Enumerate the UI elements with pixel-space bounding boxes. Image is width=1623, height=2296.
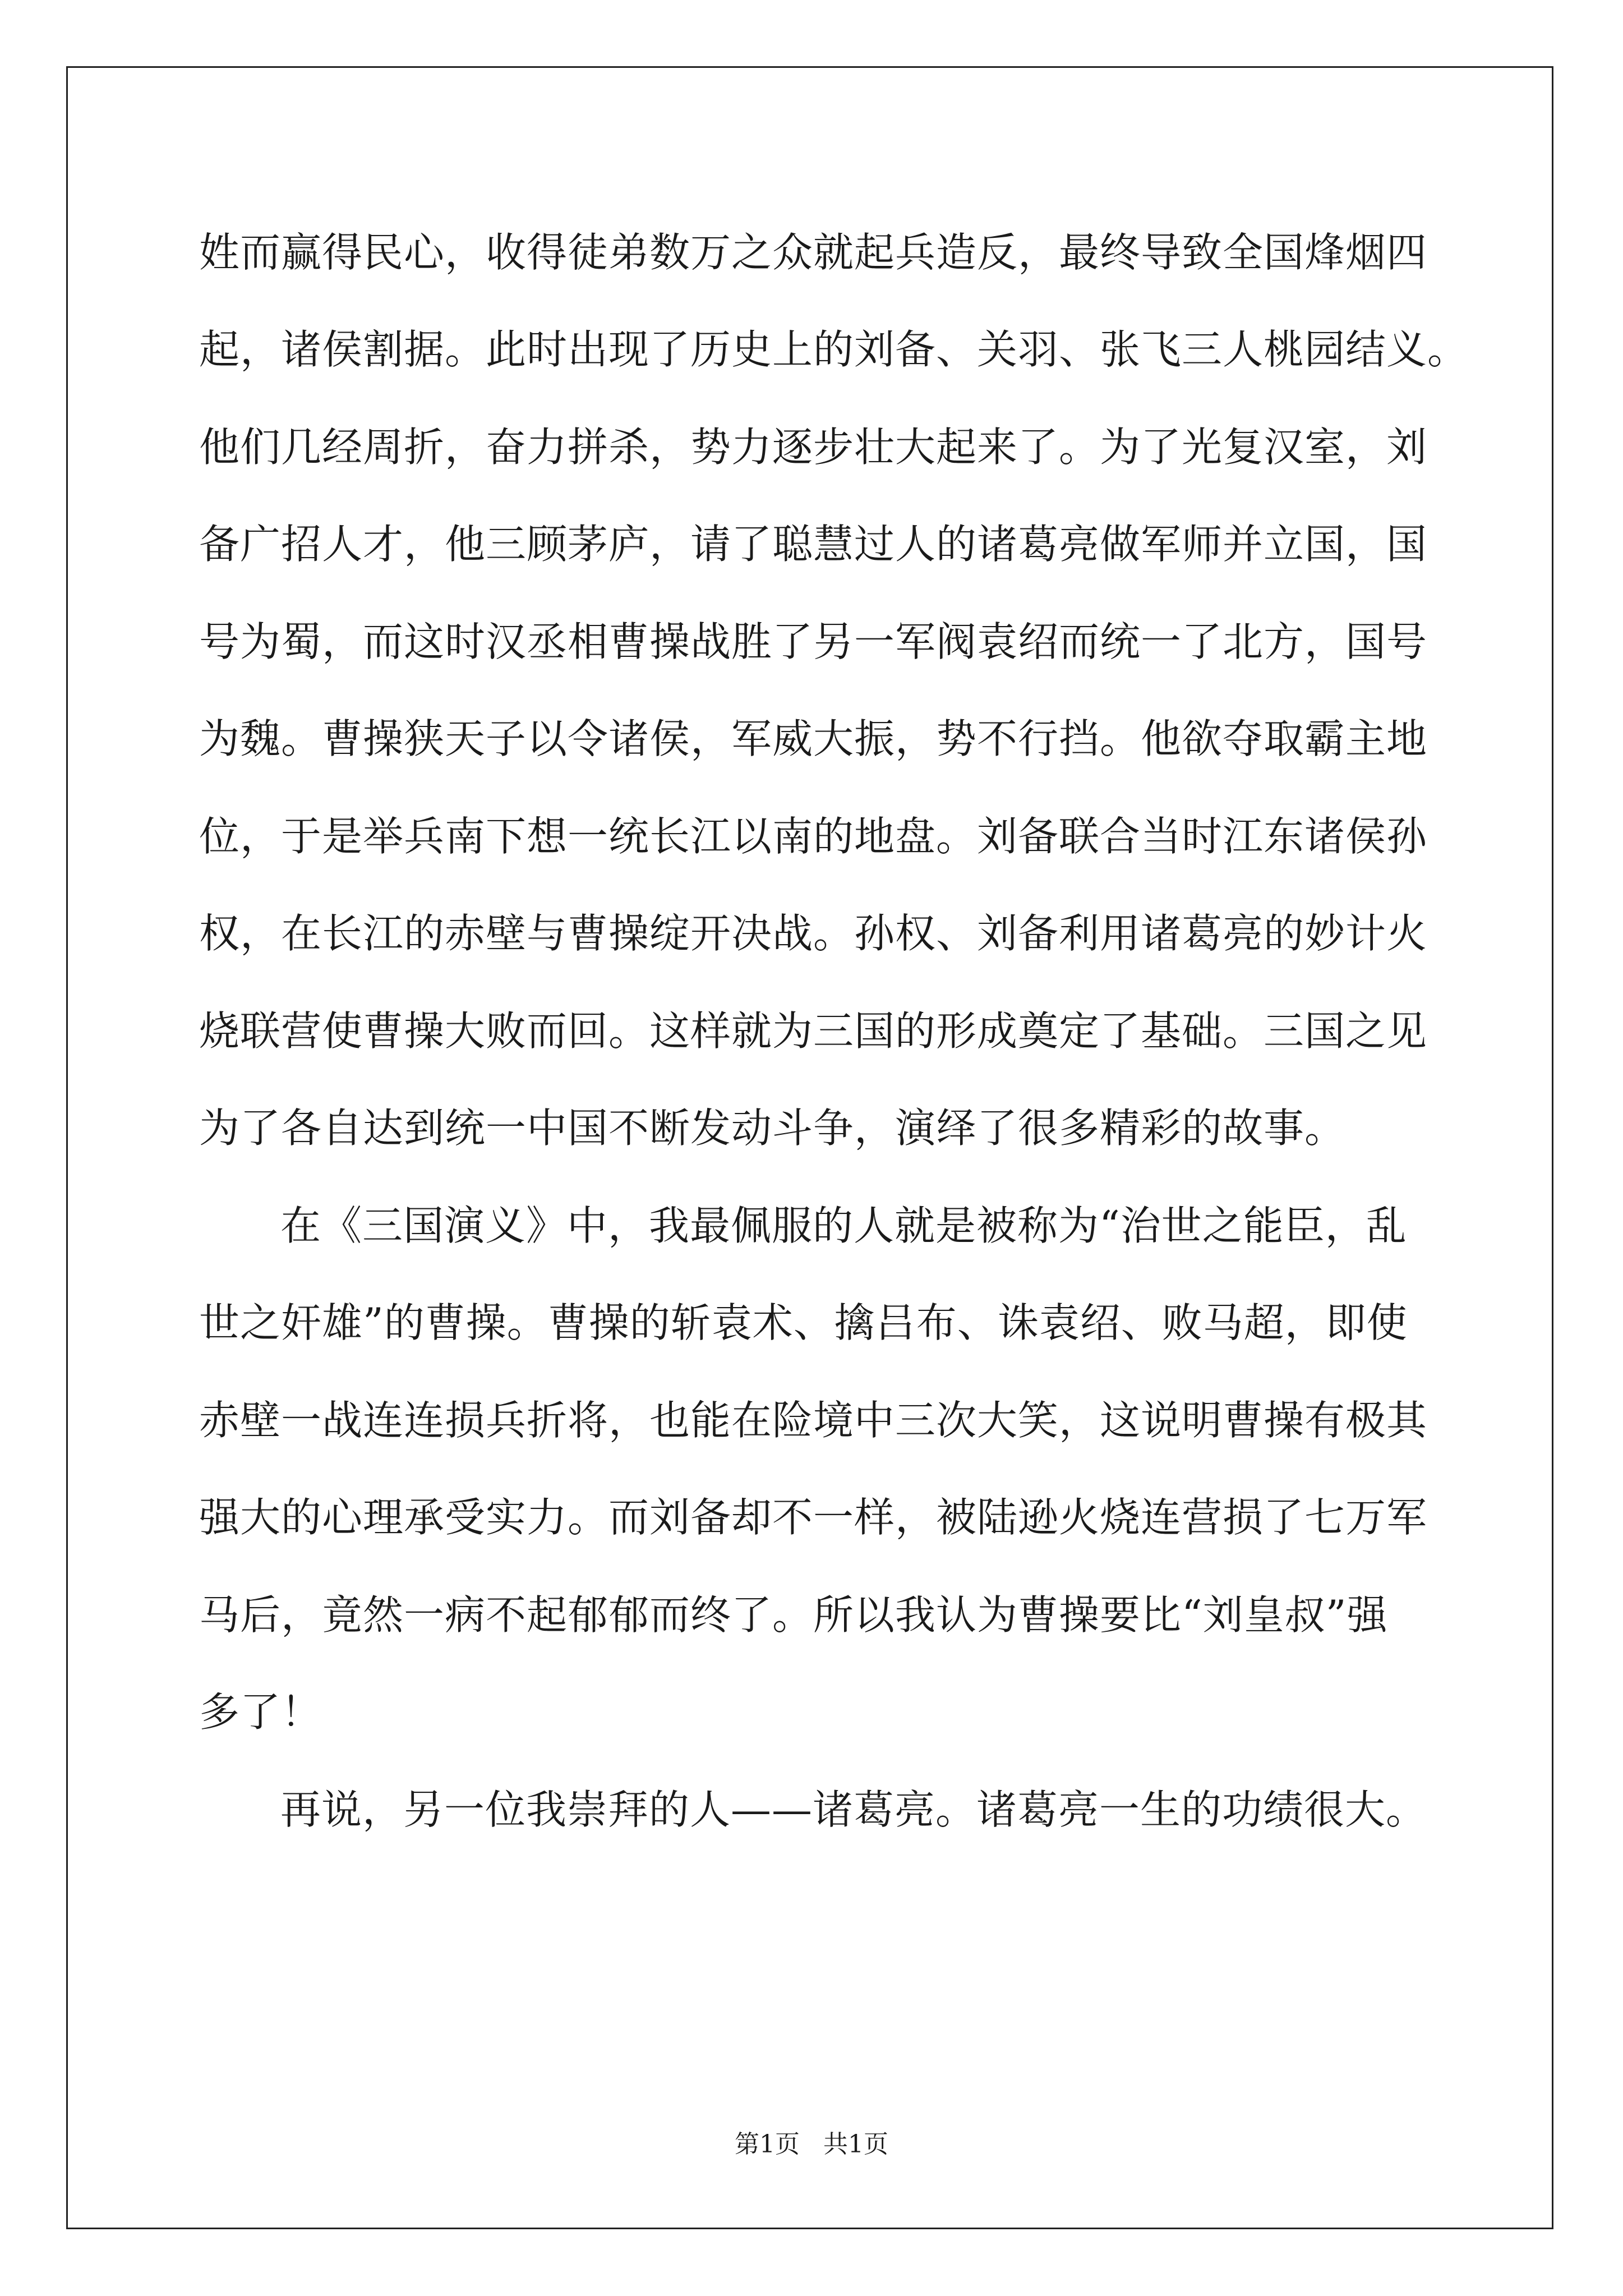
text-line: 世之奸雄”的曹操。曹操的斩袁术、擒吕布、诛袁绍、败马超，即使 bbox=[199, 1299, 1408, 1346]
text-line: 为魏。曹操狭天子以令诸侯，军威大振，势不行挡。他欲夺取霸主地 bbox=[199, 715, 1428, 762]
text-line: 为了各自达到统一中国不断发动斗争，演绎了很多精彩的故事。 bbox=[199, 1105, 1346, 1152]
text-line: 备广招人才，他三顾茅庐，请了聪慧过人的诸葛亮做军师并立国，国 bbox=[199, 521, 1428, 568]
paragraph-start-line: 再说，另一位我崇拜的人——诸葛亮。诸葛亮一生的功绩很大。 bbox=[280, 1786, 1427, 1833]
paragraph-start-line: 在《三国演义》中，我最佩服的人就是被称为“治世之能臣，乱 bbox=[280, 1202, 1407, 1249]
text-line: 赤壁一战连连损兵折将，也能在险境中三次大笑，这说明曹操有极其 bbox=[199, 1397, 1428, 1444]
text-line: 姓而赢得民心，收得徒弟数万之众就起兵造反，最终导致全国烽烟四 bbox=[199, 229, 1428, 276]
page-footer: 第1页 共1页 bbox=[735, 2130, 888, 2159]
text-line: 多了！ bbox=[199, 1688, 322, 1736]
text-line: 号为蜀，而这时汉丞相曹操战胜了另一军阀袁绍而统一了北方，国号 bbox=[199, 618, 1428, 665]
text-line: 马后，竟然一病不起郁郁而终了。所以我认为曹操要比“刘皇叔”强 bbox=[199, 1591, 1388, 1639]
text-line: 强大的心理承受实力。而刘备却不一样，被陆逊火烧连营损了七万军 bbox=[199, 1494, 1428, 1541]
text-line: 起，诸侯割据。此时出现了历史上的刘备、关羽、张飞三人桃园结义。 bbox=[199, 326, 1469, 373]
text-line: 权，在长江的赤壁与曹操绽开决战。孙权、刘备利用诸葛亮的妙计火 bbox=[199, 910, 1428, 957]
text-line: 他们几经周折，奋力拼杀，势力逐步壮大起来了。为了光复汉室，刘 bbox=[199, 424, 1428, 471]
text-line: 位，于是举兵南下想一统长江以南的地盘。刘备联合当时江东诸侯孙 bbox=[199, 813, 1428, 860]
text-line: 烧联营使曹操大败而回。这样就为三国的形成奠定了基础。三国之见 bbox=[199, 1007, 1428, 1055]
